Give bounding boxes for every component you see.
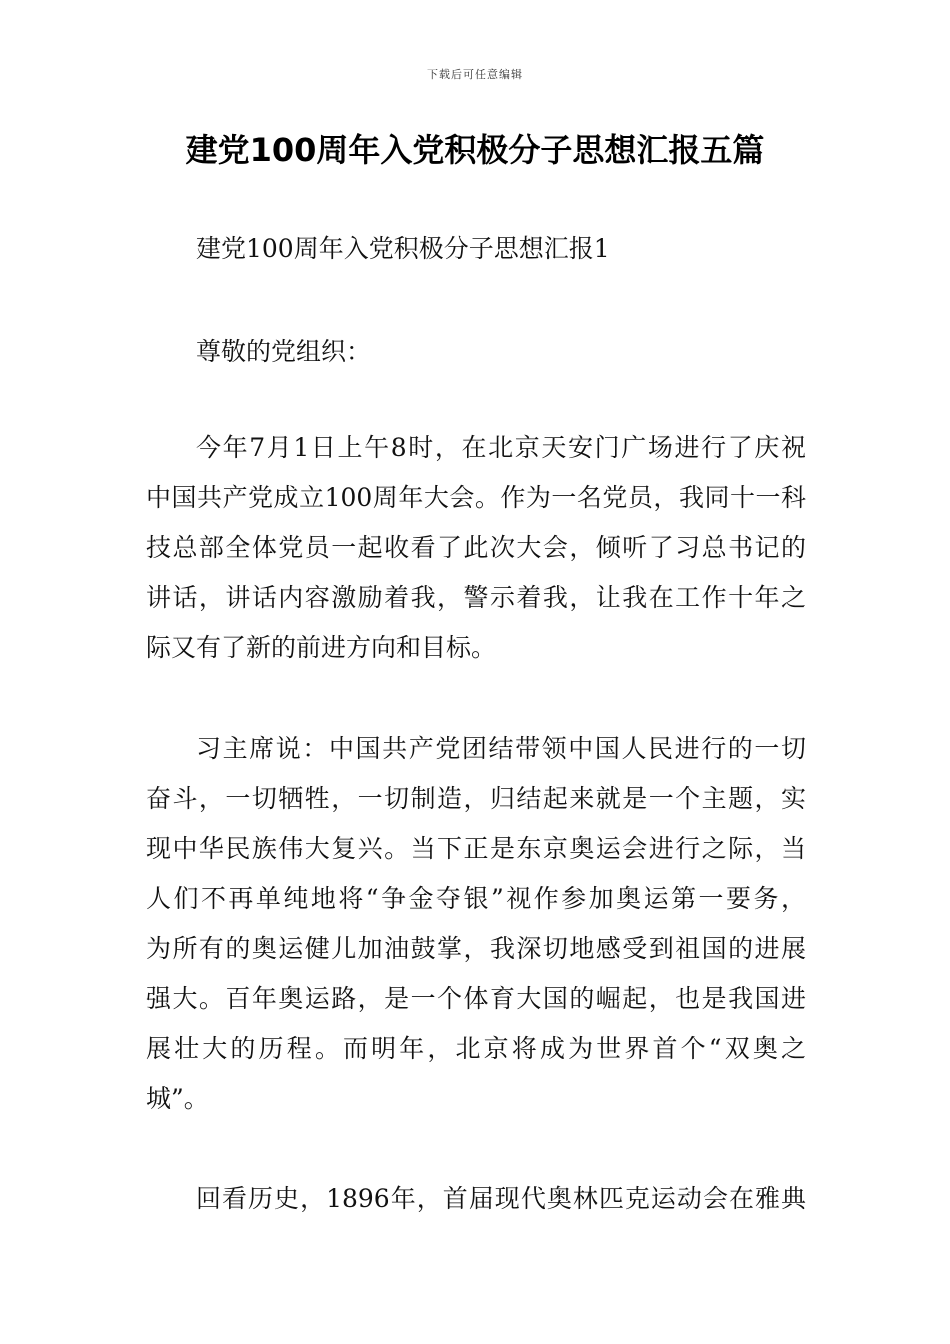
paragraph-3-line-1: 回看历史，1896年，首届现代奥林匹克运动会在雅典 [196, 1184, 806, 1213]
paragraph-1-line-1: 今年7月1日上午8时，在北京天安门广场进行了庆祝 [196, 433, 806, 462]
paragraph-2-line-2: 奋斗，一切牺牲，一切制造，归结起来就是一个主题，实 [146, 784, 806, 813]
paragraph-2-line-4: 人们不再单纯地将“争金夺银”视作参加奥运第一要务， [146, 884, 806, 913]
paragraph-2-line-3: 现中华民族伟大复兴。当下正是东京奥运会进行之际，当 [146, 834, 806, 863]
paragraph-2-line-8: 城”。 [146, 1084, 209, 1113]
salutation: 尊敬的党组织： [196, 337, 372, 366]
paragraph-2-line-7: 展壮大的历程。而明年，北京将成为世界首个“双奥之 [146, 1034, 806, 1063]
header-note: 下载后可任意编辑 [427, 68, 523, 81]
document-title: 建党100周年入党积极分子思想汇报五篇 [185, 131, 765, 169]
paragraph-2-line-5: 为所有的奥运健儿加油鼓掌，我深切地感受到祖国的进展 [146, 934, 806, 963]
paragraph-2-line-6: 强大。百年奥运路，是一个体育大国的崛起，也是我国进 [146, 984, 806, 1013]
paragraph-1-line-2: 中国共产党成立100周年大会。作为一名党员，我同十一科 [146, 483, 806, 512]
paragraph-1-line-3: 技总部全体党员一起收看了此次大会，倾听了习总书记的 [146, 533, 806, 562]
paragraph-1-line-4: 讲话，讲话内容激励着我，警示着我，让我在工作十年之 [146, 583, 806, 612]
paragraph-1-line-5: 际又有了新的前进方向和目标。 [146, 633, 497, 662]
document-subtitle: 建党100周年入党积极分子思想汇报1 [196, 234, 610, 263]
paragraph-2-line-1: 习主席说：中国共产党团结带领中国人民进行的一切 [196, 734, 806, 763]
